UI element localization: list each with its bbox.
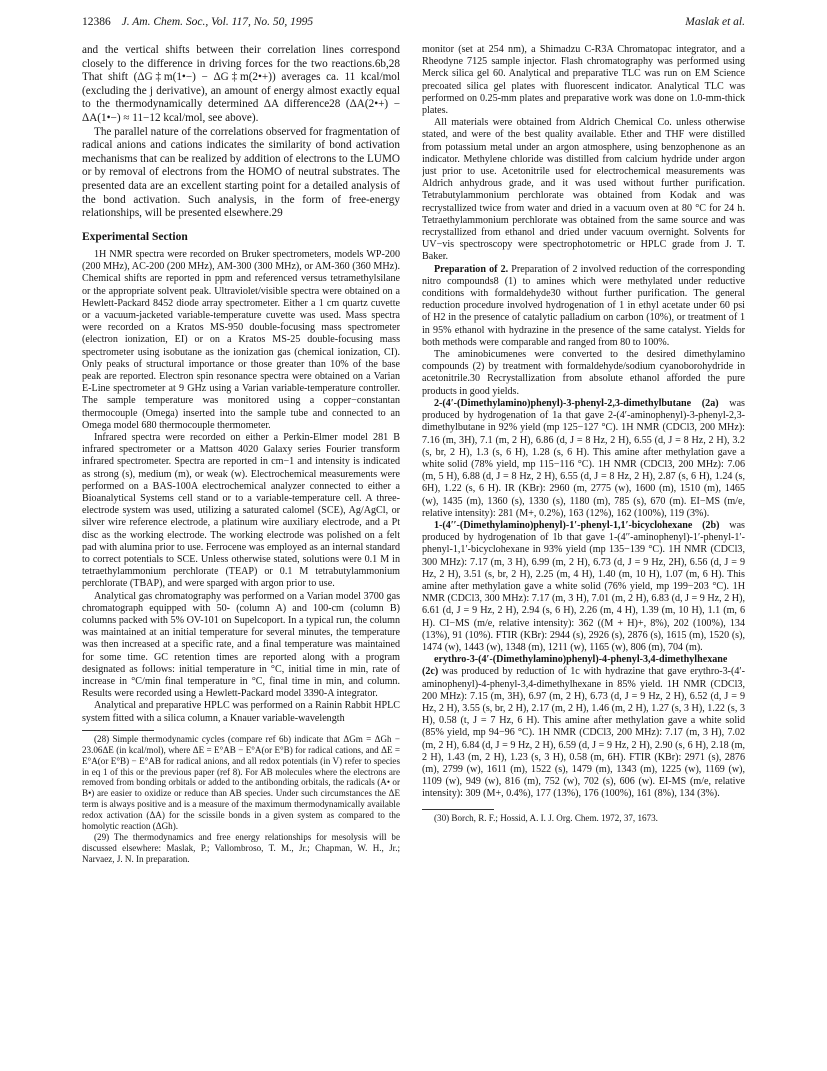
header-left	[82, 16, 313, 28]
compound-2a-heading: 2-(4′-(Dimethylamino)phenyl)-3-phenyl-2,3-dimethylbutane (2a)	[434, 397, 719, 409]
footnote-rule-right	[422, 809, 494, 810]
aminobicumenes-paragraph: The aminobicumenes were converted to the desired dimethylamino compounds (2) by treatment with formaldehyde/sodium cyanoborohydride in acetonitrile.30 Recrystallization from absolute ethanol afforded the pure products in good yields.	[422, 349, 745, 397]
hplc-paragraph: monitor (set at 254 nm), a Shimadzu C-R3A Chromatopac integrator, and a Rheodyne 7125 sample injector. Flash chromatography was performed using Merck silica gel 60. Analytical and preparative TLC was run on EM Science precoated silica gel plates with fluorescent indicator. Analytical TLC was performed on 0.25-mm plates and preparative work was done on 1.0-mm-thick plates.	[422, 44, 745, 117]
compound-2a-body: was produced by hydrogenation of 1a that gave 2-(4′-aminophenyl)-3-phenyl-2,3-dimethylbutane in 92% yield (mp 125−127 °C). 1H NMR (CDCl3, 200 MHz): 7.16 (m, 3H), 7.1 (m, 2 H), 6.86 (d, J = 8 Hz, 2 H), 6.55 (d, J = 8 Hz, 2 H), 3.2 (s, br, 2 H), 1.3 (s, 6 H), 1.28 (s, 6 H). This amine after methylation gave a white solid (78% yield, mp 115−116 °C). 1H NMR (CDCl3, 200 MHz): 7.06 (m, 5 H), 6.88 (d, J = 8 Hz, 2 H), 6.55 (d, J = 8 Hz, 2 H), 2.87 (s, 6 H), 1.24 (s, 6H), 1.22 (s, 6 H). IR (KBr): 2960 (m, 2775 (w), 1600 (m), 1510 (m), 1465 (w), 1435 (m), 1360 (s), 1330 (s), 1180 (m), 785 (s), 670 (m). EI−MS (m/e, relative intensity): 281 (M+, 0.2%), 163 (12%), 162 (100%), 119 (3%).	[422, 397, 745, 519]
compound-2c-heading: erythro-3-(4′-(Dimethylamino)phenyl)-4-phenyl-3,4-dimethylhexane (2c)	[422, 654, 728, 678]
footnote-30: (30) Borch, R. F.; Hossid, A. I. J. Org. Chem. 1972, 37, 1673.	[434, 812, 658, 823]
experimental-paragraph-4: Analytical and preparative HPLC was performed on a Rainin Rabbit HPLC system fitted with a silica column, a Knauer variable-wavelength	[82, 700, 400, 724]
preparation-paragraph	[422, 264, 745, 349]
footnote-29: (29) The thermodynamics and free energy relationships for mesolysis will be discussed elsewhere: Maslak, P.; Vallombroso, T. M., Jr.; Chapman, W. H., Jr.; Narvaez, J. N. In preparation.	[82, 832, 400, 864]
compound-2b-paragraph	[422, 520, 745, 654]
page-number: 12386	[82, 16, 111, 28]
compound-2c-paragraph	[422, 654, 745, 800]
compound-2b-heading: 1-(4′′-(Dimethylamino)phenyl)-1′-phenyl-1,1′-bicyclohexane (2b)	[434, 519, 720, 531]
compound-2c-body: was produced by reduction of 1c with hydrazine that gave erythro-3-(4′-aminophenyl)-4-phenyl-3,4-dimethylhexane in 85% yield. 1H NMR (CDCl3, 200 MHz): 7.15 (m, 3H), 6.97 (m, 2 H), 6.73 (d, J = 9 Hz, 2 H), 6.52 (d, J = 9 Hz, 2 H), 3.55 (s, br, 2 H), 2.17 (m, 2 H), 1.46 (m, 2 H), 1.27 (s, 3 H), 1.22 (s, 3 H), 0.58 (t, J = 7 Hz, 6 H). This amine after methylation gave a white solid (85% yield, mp 94−96 °C). 1H NMR (CDCl3, 200 MHz): 7.17 (m, 3 H), 7.02 (m, 2 H), 6.84 (d, J = 9 Hz, 2 H), 6.59 (d, J = 9 Hz, 2 H), 2.90 (s, 6 H), 2.18 (m, 2 H), 1.43 (m, 2 H), 1.23 (s, 3 H), 0.58 (m, 6H). FTIR (KBr): 2971 (s), 2876 (m), 2799 (w), 1611 (m), 1522 (s), 1479 (m), 1343 (m), 1225 (w), 1169 (w), 1109 (w), 949 (w), 816 (m), 752 (w), 702 (s), 606 (w). EI-MS (m/e, relative intensity): 309 (M+, 0.4%), 177 (13%), 176 (100%), 161 (8%), 134 (3%).	[422, 666, 745, 800]
left-column	[82, 44, 400, 1064]
right-column	[422, 44, 745, 1064]
preparation-body: Preparation of 2 involved reduction of the corresponding nitro compounds8 (1) to amines which were methylated under reductive conditions with formaldehyde30 without further purification. The general reduction procedure involved hydrogenation of 1 in ethyl acetate under 60 psi of H2 in the presence of catalytic palladium on carbon (10%), or treatment of 1 in 95% ethanol with hydrazine in the presence of the same catalyst. Yields for both methods were comparable and ranged from 80 to 100%.	[422, 263, 745, 348]
materials-paragraph: All materials were obtained from Aldrich Chemical Co. unless otherwise stated, and were of the best quality available. Ether and THF were distilled from potassium metal under an argon atmosphere, using benzophenone as an indicator. Methylene chloride was distilled from calcium hydride under argon just prior to use. Acetonitrile used for electrochemical measurements was Aldrich anhydrous grade, and it was used without further purification. Tetrabutylammonium perchlorate was obtained from Kodak and was recrystallized twice from water and dried in a vacuum oven at 80 °C for 24 h. Tetraethylammonium perchlorate was obtained from the same source and was recrystallized from ethanol and dried under vacuum overnight. Solvents for UV−vis spectroscopy were spectrophotometric or HPLC grade from J. T. Baker.	[422, 117, 745, 263]
footnote-rule	[82, 730, 154, 731]
journal-citation: J. Am. Chem. Soc., Vol. 117, No. 50, 1995	[121, 16, 314, 28]
experimental-paragraph-2: Infrared spectra were recorded on either a Perkin-Elmer model 281 B infrared spectrometer or a Mattson 4020 Galaxy series Fourier transform infrared spectrometer. Spectra are reported in cm−1 and intensity is indicated as strong (s), medium (m), or weak (w). Electrochemical measurements were performed on a BAS-100A electrochemical analyzer connected to either a Bioanalytical Systems cell stand or to a variable-temperature cell. A three-electrode system was used, utilizing a saturated calomel (SCE), Ag/AgCl, or silver wire reference electrode, a platinum wire auxiliary electrode, and a Pt disc as the working electrode. The working electrode was polished on a felt pad with alumina prior to use. Ferrocene was employed as an internal standard to correct potentials to SCE. Unless otherwise stated, solutions were 0.1 M in tetraethylammonium perchlorate (TEAP) or 0.1 M tetrabutylammonium perchlorate (TBAP), and were sparged with argon prior to use.	[82, 431, 400, 590]
footnote-28: (28) Simple thermodynamic cycles (compare ref 6b) indicate that ΔGm = ΔGh − 23.06ΔE (in kcal/mol), where ΔE = E°AB − E°A(or E°B) for radical cations, and ΔE = E°A(or E°B) − E°AB for radical anions, and all redox potentials (in V) refer to species in eq 1 of this or the previous paper (ref 8). For AB molecules where the electrons are removed from bonding orbitals or added to the antibonding orbitals, the radicals (A• or B•) are easier to oxidize or reduce than AB species. Under such circumstances the ΔE term is always positive and is a measure of the maximum thermodynamically available redox activation (ΔA) for the scissile bonds in a given system as compared to the homolytic reaction (ΔGh).	[82, 733, 400, 832]
preparation-heading: Preparation of 2.	[434, 263, 509, 275]
header-author: Maslak et al.	[685, 16, 745, 28]
compound-2b-body: was produced by hydrogenation of 1b that gave 1-(4′′-aminophenyl)-1′-phenyl-1′-phenyl-1,1′-bicyclohexane in 93% yield (mp 135−139 °C). 1H NMR (CDCl3, 300 MHz): 7.17 (m, 3 H), 6.99 (m, 2 H), 6.73 (d, J = 9 Hz, 2H), 6.56 (d, J = 9 Hz, 2 H), 3.51 (s, br, 2 H), 2.25 (m, 4 H), 1.40 (m, 10 H), 1.07 (m, 6 H). This amine after methylation gave a white solid (76% yield, mp 199−203 °C). 1H NMR (CDCl3, 300 MHz): 7.17 (m, 3 H), 7.01 (m, 2 H), 6.83 (d, J = 9 Hz, 2 H), 6.61 (d, J = 9 Hz, 2 H), 2.94 (s, 6 H), 2.26 (m, 4 H), 1.39 (m, 10 H), 1.1 (m, 6 H). CI−MS (m/e, relative intensity): 362 ((M + H)+, 8%), 202 (100%), 134 (13%), 91 (10%). FTIR (KBr): 2944 (s), 2926 (s), 2876 (s), 1615 (m), 1520 (s), 1474 (w), 1443 (w), 1348 (m), 1211 (w), 1165 (w), 806 (m), 704 (m).	[422, 519, 745, 653]
intro-paragraph-2: The parallel nature of the correlations observed for fragmentation of radical anions and cations indicates the similarity of bond activation mechanisms that can be realized by addition of electrons to the LUMO or by removal of electrons from the HOMO of neutral substrates. The presented data are an excellent starting point for a detailed analysis of the bond activation. Such analysis, in the form of free-energy relationships, will be presented elsewhere.29	[82, 125, 400, 220]
section-title: Experimental Section	[82, 230, 188, 243]
experimental-paragraph-3: Analytical gas chromatography was performed on a Varian model 3700 gas chromatograph equipped with 50- (column A) and 100-cm (column B) columns packed with 5% OV-101 on Supelcoport. In a typical run, the column was maintained at an initial temperature for several minutes, the temperature was then increased at a specific rate, and a final temperature was maintained for some time. GC retention times are reported along with a program designated as follows: initial temperature in °C, initial time in min, rate of increase in °C/min final temperature in °C, final time in min, and column. Results were recorded using a Hewlett-Packard model 3390-A integrator.	[82, 590, 400, 700]
experimental-paragraph-1: 1H NMR spectra were recorded on Bruker spectrometers, models WP-200 (200 MHz), AC-200 (200 MHz), AM-300 (300 MHz), or AM-360 (360 MHz). Chemical shifts are reported in ppm and referenced versus tetramethylsilane or the appropriate solvent peak. Ultraviolet/visible spectra were obtained on a Hewlett-Packard 8452 diode array spectrometer. Either a 1 cm quartz cuvette or a vacuum-jacketed variable-temperature cuvette was used. Mass spectra were recorded on a Kratos MS-950 double-focusing mass spectrometer (electron ionization, EI) or on a Kratos MS-25 double-focusing mass spectrometer using isobutane as the ionization gas (chemical ionization, CI). Only peaks of structural importance or those greater than 10% of the base peak are reported. Electron spin resonance spectra were obtained on a Varian E-Line spectrometer at 9 GHz using a Varian variable-temperature controller. The sample temperature was monitored using a copper−constantan thermocouple (Omega) inserted into the sample tube and connected to an Omega model 680 thermocouple thermometer.	[82, 248, 400, 431]
intro-paragraph-1: and the vertical shifts between their correlation lines correspond closely to the difference in driving forces for the two reactions.6b,28 That shift (ΔG‡m(1•−) − ΔG‡m(2•+)) averages ca. 11 kcal/mol (excluding the j derivative), an amount of energy almost exactly equal to the thermodynamically determined ΔA difference28 (ΔA(2•+) − ΔA(1•−) ≈ 11−12 kcal/mol, see above).	[82, 44, 400, 124]
compound-2a-paragraph	[422, 398, 745, 520]
running-header	[82, 16, 745, 32]
